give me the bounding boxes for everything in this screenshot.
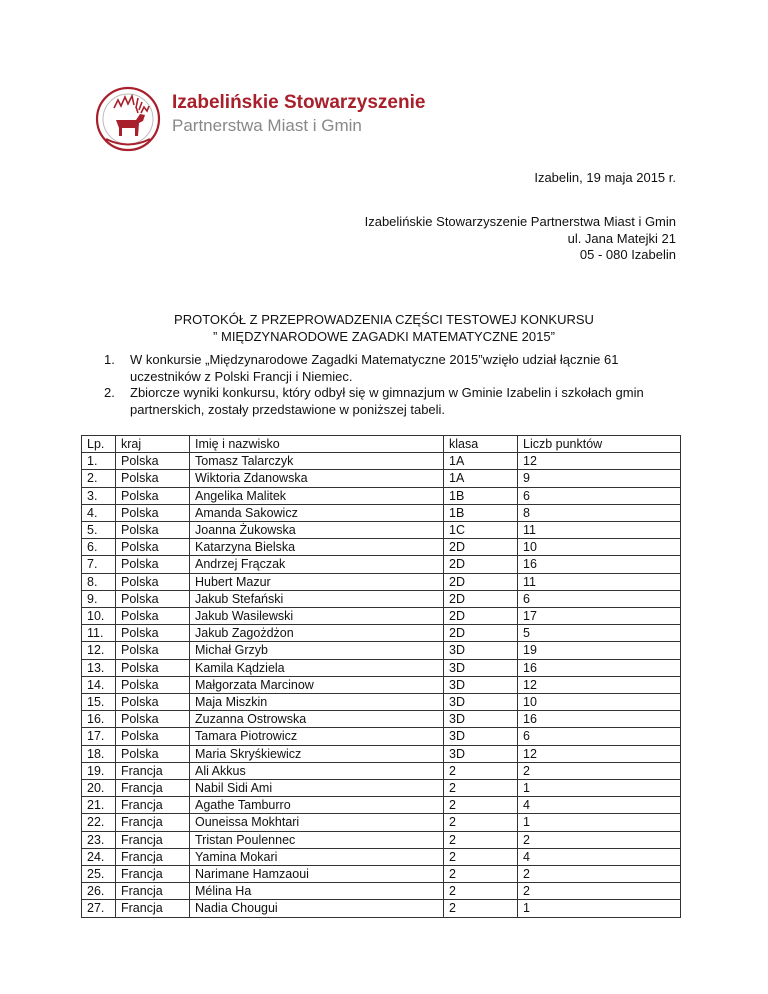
cell-points: 8 bbox=[518, 504, 681, 521]
table-row bbox=[82, 590, 681, 607]
cell-country: Polska bbox=[116, 676, 190, 693]
cell-name: Tristan Poulennec bbox=[190, 831, 444, 848]
cell-points: 16 bbox=[518, 556, 681, 573]
cell-class: 2D bbox=[444, 539, 518, 556]
cell-name: Angelika Malitek bbox=[190, 487, 444, 504]
cell-country: Francja bbox=[116, 866, 190, 883]
cell-class: 2 bbox=[444, 814, 518, 831]
cell-class: 2D bbox=[444, 556, 518, 573]
cell-points: 10 bbox=[518, 539, 681, 556]
cell-country: Francja bbox=[116, 780, 190, 797]
cell-lp: 15. bbox=[82, 694, 116, 711]
cell-class: 1C bbox=[444, 522, 518, 539]
table-row bbox=[82, 522, 681, 539]
logo-title: Izabelińskie Stowarzyszenie bbox=[172, 92, 426, 113]
cell-class: 2 bbox=[444, 831, 518, 848]
cell-lp: 9. bbox=[82, 590, 116, 607]
table-row bbox=[82, 573, 681, 590]
table-row bbox=[82, 866, 681, 883]
cell-class: 2D bbox=[444, 625, 518, 642]
cell-lp: 7. bbox=[82, 556, 116, 573]
cell-country: Francja bbox=[116, 831, 190, 848]
cell-lp: 26. bbox=[82, 883, 116, 900]
cell-country: Francja bbox=[116, 797, 190, 814]
table-row bbox=[82, 556, 681, 573]
cell-name: Amanda Sakowicz bbox=[190, 504, 444, 521]
title-line-2: ” MIĘDZYNARODOWE ZAGADKI MATEMATYCZNE 2015” bbox=[213, 328, 555, 344]
cell-name: Maja Miszkin bbox=[190, 694, 444, 711]
cell-points: 10 bbox=[518, 694, 681, 711]
header-class: klasa bbox=[444, 436, 518, 453]
cell-lp: 2. bbox=[82, 470, 116, 487]
cell-lp: 21. bbox=[82, 797, 116, 814]
table-row bbox=[82, 608, 681, 625]
cell-name: Zuzanna Ostrowska bbox=[190, 711, 444, 728]
cell-name: Joanna Żukowska bbox=[190, 522, 444, 539]
cell-lp: 13. bbox=[82, 659, 116, 676]
cell-points: 17 bbox=[518, 608, 681, 625]
table-row bbox=[82, 762, 681, 779]
header-country: kraj bbox=[116, 436, 190, 453]
list-item-text: W konkursie „Międzynarodowe Zagadki Matematyczne 2015”wzięło udział łącznie 61 uczestników z Polski Francji i Niemiec. bbox=[130, 352, 619, 384]
cell-class: 2 bbox=[444, 848, 518, 865]
list-item-number: 1. bbox=[104, 352, 115, 367]
cell-points: 12 bbox=[518, 745, 681, 762]
cell-points: 2 bbox=[518, 831, 681, 848]
address-organization: Izabelińskie Stowarzyszenie Partnerstwa Miast i Gmin bbox=[364, 214, 676, 229]
cell-points: 12 bbox=[518, 453, 681, 470]
cell-lp: 1. bbox=[82, 453, 116, 470]
table-row bbox=[82, 745, 681, 762]
cell-points: 12 bbox=[518, 676, 681, 693]
cell-name: Ali Akkus bbox=[190, 762, 444, 779]
cell-country: Polska bbox=[116, 522, 190, 539]
cell-country: Francja bbox=[116, 883, 190, 900]
cell-country: Polska bbox=[116, 590, 190, 607]
cell-name: Maria Skryśkiewicz bbox=[190, 745, 444, 762]
cell-class: 3D bbox=[444, 642, 518, 659]
cell-name: Nadia Chougui bbox=[190, 900, 444, 917]
cell-class: 2 bbox=[444, 900, 518, 917]
cell-country: Polska bbox=[116, 608, 190, 625]
cell-lp: 11. bbox=[82, 625, 116, 642]
cell-class: 2D bbox=[444, 590, 518, 607]
cell-name: Ouneissa Mokhtari bbox=[190, 814, 444, 831]
cell-name: Narimane Hamzaoui bbox=[190, 866, 444, 883]
cell-name: Mélina Ha bbox=[190, 883, 444, 900]
cell-country: Polska bbox=[116, 694, 190, 711]
cell-class: 1A bbox=[444, 453, 518, 470]
table-row bbox=[82, 694, 681, 711]
cell-country: Polska bbox=[116, 711, 190, 728]
cell-country: Polska bbox=[116, 470, 190, 487]
cell-class: 2 bbox=[444, 797, 518, 814]
cell-points: 19 bbox=[518, 642, 681, 659]
cell-points: 2 bbox=[518, 866, 681, 883]
title-line-1: PROTOKÓŁ Z PRZEPROWADZENIA CZĘŚCI TESTOWEJ KONKURSU bbox=[174, 312, 594, 327]
list-item-number: 2. bbox=[104, 385, 115, 400]
cell-lp: 24. bbox=[82, 848, 116, 865]
cell-lp: 20. bbox=[82, 780, 116, 797]
cell-class: 2 bbox=[444, 883, 518, 900]
table-row bbox=[82, 814, 681, 831]
cell-points: 1 bbox=[518, 814, 681, 831]
cell-country: Francja bbox=[116, 848, 190, 865]
organization-logo bbox=[92, 84, 426, 154]
table-row bbox=[82, 625, 681, 642]
cell-lp: 27. bbox=[82, 900, 116, 917]
cell-lp: 10. bbox=[82, 608, 116, 625]
table-row bbox=[82, 642, 681, 659]
header-lp: Lp. bbox=[82, 436, 116, 453]
table-row bbox=[82, 900, 681, 917]
cell-points: 1 bbox=[518, 780, 681, 797]
cell-name: Tomasz Talarczyk bbox=[190, 453, 444, 470]
cell-class: 3D bbox=[444, 711, 518, 728]
cell-country: Polska bbox=[116, 728, 190, 745]
cell-country: Polska bbox=[116, 453, 190, 470]
cell-class: 1B bbox=[444, 487, 518, 504]
cell-lp: 19. bbox=[82, 762, 116, 779]
address-block bbox=[365, 214, 676, 264]
cell-name: Tamara Piotrowicz bbox=[190, 728, 444, 745]
cell-name: Katarzyna Bielska bbox=[190, 539, 444, 556]
list-item bbox=[104, 352, 684, 385]
cell-class: 3D bbox=[444, 745, 518, 762]
moose-emblem-icon bbox=[92, 84, 164, 154]
cell-country: Francja bbox=[116, 762, 190, 779]
table-row bbox=[82, 883, 681, 900]
cell-country: Polska bbox=[116, 642, 190, 659]
table-row bbox=[82, 711, 681, 728]
cell-lp: 6. bbox=[82, 539, 116, 556]
cell-points: 16 bbox=[518, 659, 681, 676]
cell-points: 5 bbox=[518, 625, 681, 642]
cell-points: 11 bbox=[518, 573, 681, 590]
cell-name: Kamila Kądziela bbox=[190, 659, 444, 676]
table-row bbox=[82, 728, 681, 745]
cell-country: Polska bbox=[116, 504, 190, 521]
cell-class: 1A bbox=[444, 470, 518, 487]
cell-name: Hubert Mazur bbox=[190, 573, 444, 590]
table-row bbox=[82, 539, 681, 556]
cell-country: Polska bbox=[116, 745, 190, 762]
document-date: Izabelin, 19 maja 2015 r. bbox=[534, 170, 676, 185]
cell-name: Wiktoria Zdanowska bbox=[190, 470, 444, 487]
cell-class: 3D bbox=[444, 676, 518, 693]
address-city: 05 - 080 Izabelin bbox=[579, 247, 676, 262]
cell-class: 1B bbox=[444, 504, 518, 521]
table-row bbox=[82, 470, 681, 487]
cell-lp: 22. bbox=[82, 814, 116, 831]
cell-lp: 12. bbox=[82, 642, 116, 659]
cell-points: 4 bbox=[518, 797, 681, 814]
cell-lp: 14. bbox=[82, 676, 116, 693]
table-row bbox=[82, 797, 681, 814]
table-header-row bbox=[82, 436, 681, 453]
cell-class: 2D bbox=[444, 573, 518, 590]
cell-lp: 4. bbox=[82, 504, 116, 521]
cell-lp: 8. bbox=[82, 573, 116, 590]
cell-country: Francja bbox=[116, 814, 190, 831]
cell-points: 4 bbox=[518, 848, 681, 865]
cell-country: Polska bbox=[116, 625, 190, 642]
cell-name: Agathe Tamburro bbox=[190, 797, 444, 814]
cell-country: Francja bbox=[116, 900, 190, 917]
cell-lp: 3. bbox=[82, 487, 116, 504]
cell-lp: 5. bbox=[82, 522, 116, 539]
cell-class: 2 bbox=[444, 866, 518, 883]
cell-name: Yamina Mokari bbox=[190, 848, 444, 865]
cell-country: Polska bbox=[116, 487, 190, 504]
cell-class: 2D bbox=[444, 608, 518, 625]
table-row bbox=[82, 848, 681, 865]
cell-points: 6 bbox=[518, 487, 681, 504]
cell-points: 6 bbox=[518, 590, 681, 607]
table-row bbox=[82, 453, 681, 470]
cell-class: 2 bbox=[444, 780, 518, 797]
cell-name: Małgorzata Marcinow bbox=[190, 676, 444, 693]
summary-list bbox=[104, 352, 684, 418]
cell-points: 9 bbox=[518, 470, 681, 487]
list-item bbox=[104, 385, 684, 418]
table-row bbox=[82, 676, 681, 693]
cell-points: 6 bbox=[518, 728, 681, 745]
address-street: ul. Jana Matejki 21 bbox=[567, 230, 676, 246]
header-name: Imię i nazwisko bbox=[190, 436, 444, 453]
cell-lp: 25. bbox=[82, 866, 116, 883]
cell-country: Polska bbox=[116, 659, 190, 676]
cell-name: Jakub Wasilewski bbox=[190, 608, 444, 625]
cell-name: Michał Grzyb bbox=[190, 642, 444, 659]
cell-name: Jakub Stefański bbox=[190, 590, 444, 607]
table-row bbox=[82, 504, 681, 521]
cell-points: 2 bbox=[518, 883, 681, 900]
cell-country: Polska bbox=[116, 573, 190, 590]
table-row bbox=[82, 780, 681, 797]
cell-points: 2 bbox=[518, 762, 681, 779]
cell-lp: 23. bbox=[82, 831, 116, 848]
document-title bbox=[0, 312, 768, 345]
table-row bbox=[82, 487, 681, 504]
table-row bbox=[82, 831, 681, 848]
cell-class: 2 bbox=[444, 762, 518, 779]
header-points: Liczb punktów bbox=[518, 436, 681, 453]
list-item-text: Zbiorcze wyniki konkursu, który odbył się w gimnazjum w Gminie Izabelin i szkołach gmin partnerskich, zostały przedstawione w poniższej tabeli. bbox=[130, 385, 644, 417]
cell-points: 1 bbox=[518, 900, 681, 917]
cell-lp: 18. bbox=[82, 745, 116, 762]
cell-lp: 17. bbox=[82, 728, 116, 745]
cell-lp: 16. bbox=[82, 711, 116, 728]
cell-name: Nabil Sidi Ami bbox=[190, 780, 444, 797]
cell-points: 16 bbox=[518, 711, 681, 728]
results-table bbox=[81, 435, 681, 918]
cell-class: 3D bbox=[444, 659, 518, 676]
cell-name: Jakub Zagożdżon bbox=[190, 625, 444, 642]
cell-points: 11 bbox=[518, 522, 681, 539]
logo-subtitle: Partnerstwa Miast i Gmin bbox=[172, 116, 362, 135]
cell-country: Polska bbox=[116, 556, 190, 573]
cell-country: Polska bbox=[116, 539, 190, 556]
cell-class: 3D bbox=[444, 728, 518, 745]
cell-name: Andrzej Frączak bbox=[190, 556, 444, 573]
cell-class: 3D bbox=[444, 694, 518, 711]
table-row bbox=[82, 659, 681, 676]
